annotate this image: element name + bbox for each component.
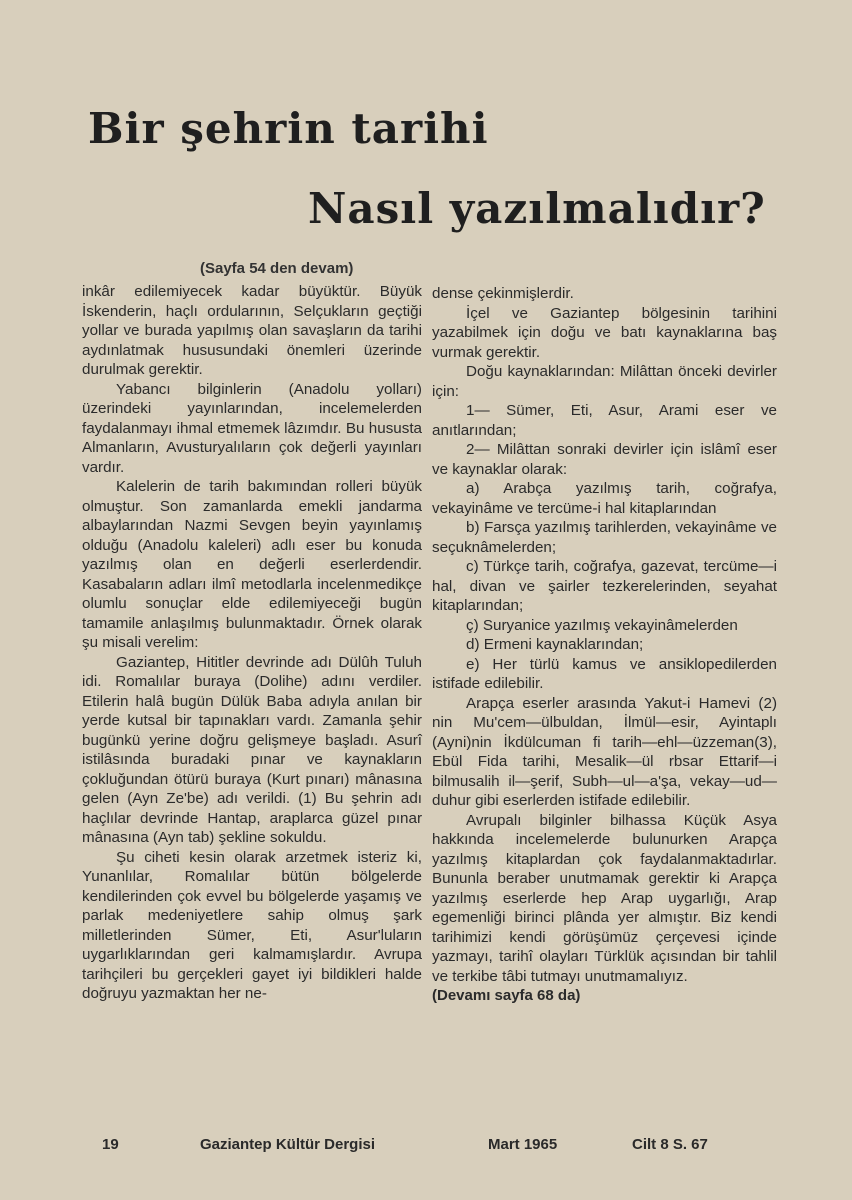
paragraph: inkâr edilemiyecek kadar büyüktür. Büyük İskenderin, haçlı ordularının, Selçukların geçtiği yollar ve burada yapılmış olan savaşların da tarihi aydınlatmak hususundaki önemleri üzerinde durulmak gerektir.	[82, 283, 422, 378]
paragraph: ç) Suryanice yazılmış vekayinâmelerden	[466, 616, 738, 634]
right-column-paragraphs	[432, 284, 777, 986]
paragraph: 1— Sümer, Eti, Asur, Arami eser ve anıtlarından;	[432, 402, 777, 439]
volume-issue: Cilt 8 S. 67	[632, 1136, 708, 1153]
paragraph: Avrupalı bilginler bilhassa Küçük Asya hakkında incelemelerde bulunurken Arapça yazılmış kitaplardan çok faydalanmaktadırlar. Bununla beraber unutmamak gerektir ki Arapça yazılmış eserlerde hep Arap uygarlığı, Arap egemenliği birinci plânda yer almıştır. Biz kendi tarihimizi kendi görüşümüz çerçevesi içinde yazmayı, tarihî olayları Türklük açısından bir tahlil ve terkibe tâbi tutmayı unutmamalıyız.	[432, 811, 777, 985]
left-text-column	[82, 282, 422, 1004]
paragraph: Doğu kaynaklarından: Milâttan önceki devirler için:	[432, 363, 777, 400]
page-number: 19	[102, 1136, 119, 1153]
paragraph: b) Farsça yazılmış tarihlerden, vekayinâme ve seçuknâmelerden;	[432, 519, 777, 556]
continued-to-note: (Devamı sayfa 68 da)	[432, 987, 581, 1004]
paragraph: d) Ermeni kaynaklarından;	[466, 636, 644, 653]
paragraph: Kalelerin de tarih bakımından rolleri büyük olmuştur. Son zamanlarda emekli jandarma albaylarından Nazmi Sevgen beyin yayınlamış olduğu (Anadolu kaleleri) adlı eser bu konuda yazılmış olan en değerli eserlerdendir. Kasabaların adları ilmî metodlarla incelenmedikçe olumlu sonuçlar elde edilemiyeceği bugün tamamile anlaşılmış bulunmaktadır. Örnek olarak şu misali verelim:	[82, 478, 422, 651]
paragraph: Arapça eserler arasında Yakut-i Hamevi (2) nin Mu'cem—ülbuldan, İlmül—esir, Ayintaplı (Ayni)nin İkdülcuman fi tarih—ehl—üzzeman(3), Ebül Fida tarihi, Mesalik—ül rbsar Ettarif—i bilmusalih il—şerif, Subh—ul—a'şa, vekay—ud—duhur gibi eserlerden istifade edilebilir.	[432, 694, 777, 809]
issue-date: Mart 1965	[488, 1136, 558, 1153]
article-title-line-2: Nasıl yazılmalıdır?	[308, 184, 766, 233]
paragraph: c) Türkçe tarih, coğrafya, gazevat, tercüme—i hal, divan ve şairler tezkerelerinden, seyahat kitaplarından;	[432, 558, 777, 614]
paragraph: 2— Milâttan sonraki devirler için islâmî eser ve kaynaklar olarak:	[432, 441, 777, 478]
paragraph: a) Arabça yazılmış tarih, coğrafya, vekayinâme ve tercüme-i hal kitaplarından	[432, 480, 777, 517]
paragraph: Şu ciheti kesin olarak arzetmek isteriz ki, Yunanlılar, Romalılar bütün bölgelerde kendilerinden çok evvel bu bölgelerde yaşamış ve parlak medeniyetlere sahip olmuş şark milletlerinden Sümer, Eti, Asur'luların uygarlıklarından geri kalmamışlardır. Avrupa tarihçileri bu gerçekleri gayet iyi bildikleri halde doğruyu yazmaktan her ne-	[82, 848, 422, 1002]
continued-from-note: (Sayfa 54 den devam)	[200, 260, 354, 277]
paragraph: e) Her türlü kamus ve ansiklopedilerden istifade edilebilir.	[432, 655, 777, 692]
paragraph: dense çekinmişlerdir.	[432, 285, 574, 302]
paragraph: Gaziantep, Hititler devrinde adı Dülûh Tuluh idi. Romalılar buraya (Dolihe) adını verdiler. Etilerin halâ bugün Dülük Baba adıyla anılan bir yerde kutsal bir tapınakları vardı. Zamanla şehir bugünkü yerine doğru gelişmeye başladı. Asurî istilâsında buradaki pınar ve kaynakların çokluğundan ötürü buraya (Kurt pınarı) mânasına gelen (Ayn Ze'be) adı verildi. (1) Bu şehrin adı haçlılar devrinde Hantap, araplarca güzel pınar mânasına (Ayn tab) şekline sokuldu.	[82, 653, 422, 846]
right-text-column	[432, 284, 777, 1006]
paragraph: İçel ve Gaziantep bölgesinin tarihini yazabilmek için doğu ve batı kaynaklarına baş vurmak gerektir.	[432, 304, 777, 361]
magazine-name: Gaziantep Kültür Dergisi	[200, 1136, 376, 1153]
paragraph: Yabancı bilginlerin (Anadolu yolları) üzerindeki yayınlarından, incelemelerden faydalanmayı ihmal etmemek lâzımdır. Bu hususta Almanların, Avusturyalıların çok değerli yayınları vardır.	[82, 380, 422, 476]
article-title-line-1: Bir şehrin tarihi	[88, 104, 489, 153]
page-footer	[0, 1136, 852, 1156]
